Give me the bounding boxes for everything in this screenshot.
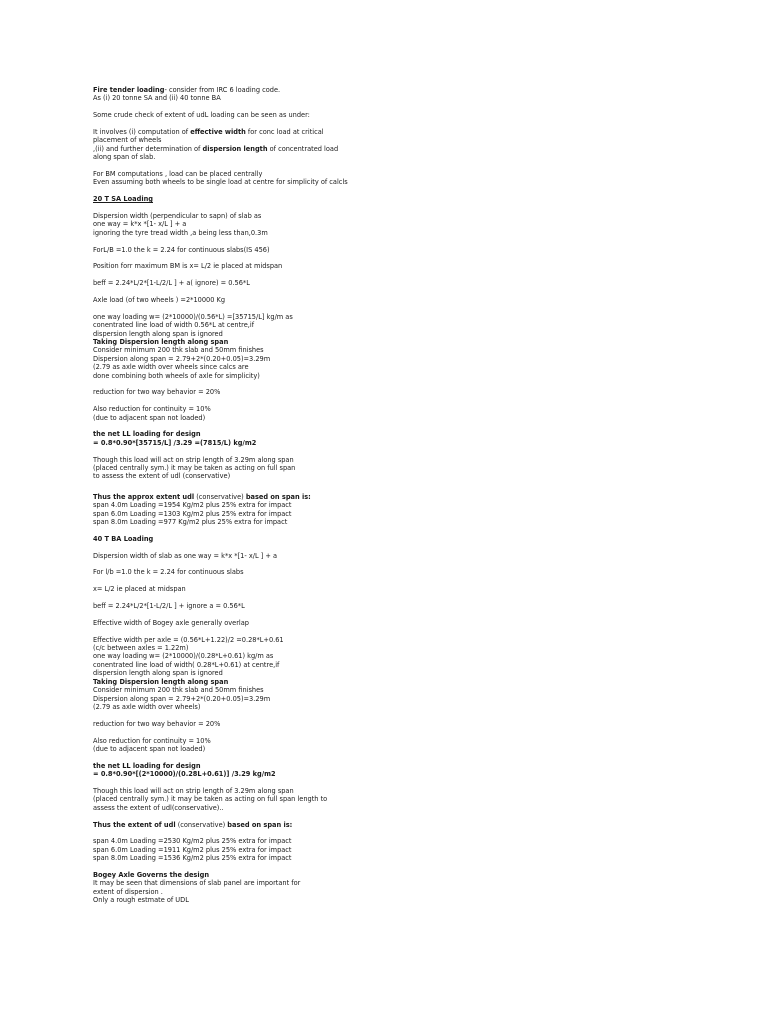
text-run: Only a rough estmate of UDL <box>93 896 189 905</box>
text-run: assess the extent of udl(conservative).. <box>93 803 224 812</box>
paragraph <box>93 737 453 754</box>
text-line <box>93 787 453 795</box>
paragraph <box>93 619 453 627</box>
text-line <box>93 321 453 329</box>
text-line <box>93 804 453 812</box>
text-line <box>93 686 453 694</box>
text-line <box>93 338 453 346</box>
paragraph <box>93 405 453 422</box>
text-line <box>93 518 453 526</box>
text-run: For l/b =1.0 the k = 2.24 for continuous slabs <box>93 568 244 577</box>
text-line <box>93 745 453 753</box>
text-line <box>93 388 453 396</box>
text-run: dispersion length along span is ignored <box>93 329 223 338</box>
bold-text: = 0.8*0.90*[35715/L] /3.29 =(7815/L) kg/m2 <box>93 438 257 447</box>
text-run: one way loading w= (2*10000)/(0.56*L) =[35715/L] kg/m as <box>93 312 293 321</box>
bold-text: the net LL loading for design <box>93 430 201 439</box>
text-line <box>93 896 453 904</box>
text-line <box>93 145 453 153</box>
paragraph <box>93 430 453 447</box>
text-line <box>93 737 453 745</box>
text-run: Dispersion width (perpendicular to sapn) of slab as <box>93 212 262 221</box>
text-line <box>93 178 453 186</box>
text-line <box>93 720 453 728</box>
bold-text: dispersion length <box>202 144 268 153</box>
bold-text: 20 T SA Loading <box>93 195 153 204</box>
text-run: beff = 2.24*L/2*[1-L/2/L ] + a( ignore) = 0.56*L <box>93 279 250 288</box>
text-line <box>93 501 453 509</box>
text-run: - consider from IRC 6 loading code. <box>164 86 281 94</box>
text-line <box>93 229 453 237</box>
text-run: of concentrated load <box>267 144 339 153</box>
paragraph <box>93 111 453 119</box>
text-run: reduction for two way behavior = 20% <box>93 719 221 728</box>
text-run: span 6.0m Loading =1303 Kg/m2 plus 25% extra for impact <box>93 509 292 518</box>
text-line <box>93 871 453 879</box>
text-line <box>93 493 453 501</box>
text-line <box>93 552 453 560</box>
text-run: Even assuming both wheels to be single load at centre for simplicity of calcls <box>93 178 348 187</box>
paragraph <box>93 837 453 862</box>
paragraph <box>93 246 453 254</box>
text-run: x= L/2 ie placed at midspan <box>93 585 186 594</box>
bold-text: Taking Dispersion length along span <box>93 338 229 347</box>
text-run: Dispersion width of slab as one way = k*x *[1- x/L ] + a <box>93 551 278 560</box>
text-line <box>93 363 453 371</box>
text-line <box>93 94 453 102</box>
text-run: span 6.0m Loading =1911 Kg/m2 plus 25% extra for impact <box>93 845 292 854</box>
text-line <box>93 636 453 644</box>
text-line <box>93 879 453 887</box>
paragraph <box>93 86 453 103</box>
text-line <box>93 195 453 203</box>
text-run: It may be seen that dimensions of slab panel are important for <box>93 879 301 888</box>
paragraph <box>93 170 453 187</box>
text-line <box>93 661 453 669</box>
text-run: (due to adjacent span not loaded) <box>93 413 206 422</box>
text-line <box>93 330 453 338</box>
text-line <box>93 510 453 518</box>
text-line <box>93 296 453 304</box>
text-line <box>93 279 453 287</box>
text-line <box>93 355 453 363</box>
text-run: (due to adjacent span not loaded) <box>93 744 206 753</box>
text-line <box>93 128 453 136</box>
text-run: done combining both wheels of axle for simplicity) <box>93 371 260 380</box>
bold-text: Thus the extent of udl <box>93 820 176 829</box>
paragraph <box>93 787 453 812</box>
text-line <box>93 111 453 119</box>
text-run: span 8.0m Loading =1536 Kg/m2 plus 25% extra for impact <box>93 854 292 863</box>
paragraph <box>93 313 453 380</box>
text-run: As (i) 20 tonne SA and (ii) 40 tonne BA <box>93 94 221 103</box>
text-run: one way loading w= (2*10000)/(0.28*L+0.61) kg/m as <box>93 652 274 661</box>
text-line <box>93 313 453 321</box>
text-line <box>93 246 453 254</box>
bold-text: based on span is: <box>227 820 293 829</box>
paragraph <box>93 552 453 560</box>
text-run: conentrated line load of width 0.56*L at centre,if <box>93 321 255 330</box>
text-line <box>93 170 453 178</box>
text-line <box>93 821 453 829</box>
text-run: Effective width of Bogey axle generally overlap <box>93 618 249 627</box>
paragraph <box>93 388 453 396</box>
text-line <box>93 703 453 711</box>
text-line <box>93 414 453 422</box>
text-run: ForL/B =1.0 the k = 2.24 for continuous slabs(IS 456) <box>93 245 270 254</box>
text-run: Also reduction for continuity = 10% <box>93 736 211 745</box>
text-line <box>93 669 453 677</box>
paragraph <box>93 636 453 712</box>
text-run: one way = k*x *[1- x/L ] + a <box>93 220 187 229</box>
text-run: for conc load at critical <box>245 128 324 136</box>
text-line <box>93 695 453 703</box>
text-line <box>93 464 453 472</box>
paragraph <box>93 568 453 576</box>
text-run: Also reduction for continuity = 10% <box>93 405 211 414</box>
paragraph <box>93 456 453 481</box>
text-run: Effective width per axle = (0.56*L+1.22)/2 =0.28*L+0.61 <box>93 635 284 644</box>
paragraph <box>93 821 453 829</box>
bold-text: = 0.8*0.90*[(2*10000)/(0.28L+0.61)] /3.29 kg/m2 <box>93 770 276 779</box>
bold-text: the net LL loading for design <box>93 761 201 770</box>
text-line <box>93 86 453 94</box>
text-line <box>93 854 453 862</box>
text-run: (2.79 as axle width over wheels) <box>93 702 201 711</box>
text-line <box>93 439 453 447</box>
text-line <box>93 652 453 660</box>
text-run: ignoring the tyre tread width ,a being less than,0.3m <box>93 228 268 237</box>
text-run: For BM computations , load can be placed centrally <box>93 170 263 179</box>
text-line <box>93 405 453 413</box>
text-run: along span of slab. <box>93 153 156 162</box>
text-run: beff = 2.24*L/2*[1-L/2/L ] + ignore a = 0.56*L <box>93 602 245 611</box>
text-line <box>93 472 453 480</box>
text-run: Though this load will act on strip length of 3.29m along span <box>93 786 294 795</box>
text-line <box>93 770 453 778</box>
bold-text: Fire tender loading <box>93 86 165 94</box>
text-line <box>93 535 453 543</box>
text-run: conentrated line load of width( 0.28*L+0.61) at centre,if <box>93 660 280 669</box>
text-run: (conservative) <box>194 492 246 501</box>
text-run: span 4.0m Loading =1954 Kg/m2 plus 25% extra for impact <box>93 501 292 510</box>
bold-text: Bogey Axle Governs the design <box>93 870 210 879</box>
text-line <box>93 430 453 438</box>
text-line <box>93 762 453 770</box>
text-run: (2.79 as axle width over wheels since calcs are <box>93 363 249 372</box>
paragraph <box>93 720 453 728</box>
text-run: placement of wheels <box>93 136 162 145</box>
text-run: to assess the extent of udl (conservative) <box>93 472 231 481</box>
text-run: Consider minimum 200 thk slab and 50mm finishes <box>93 346 264 355</box>
text-run: span 8.0m Loading =977 Kg/m2 plus 25% extra for impact <box>93 518 288 527</box>
paragraph <box>93 128 453 162</box>
paragraph <box>93 195 453 203</box>
text-run: Some crude check of extent of udL loading can be seen as under: <box>93 111 310 120</box>
text-line <box>93 619 453 627</box>
text-line <box>93 585 453 593</box>
paragraph <box>93 602 453 610</box>
text-run: Though this load will act on strip length of 3.29m along span <box>93 455 294 464</box>
paragraph <box>93 279 453 287</box>
paragraph <box>93 762 453 779</box>
text-run: Dispersion along span = 2.79+2*(0.20+0.05)=3.29m <box>93 694 271 703</box>
document-body <box>93 86 453 913</box>
paragraph <box>93 493 453 527</box>
text-line <box>93 346 453 354</box>
text-line <box>93 678 453 686</box>
text-line <box>93 837 453 845</box>
paragraph <box>93 262 453 270</box>
bold-text: based on span is: <box>245 492 311 501</box>
text-run: It involves (i) computation of <box>93 128 191 136</box>
paragraph <box>93 871 453 905</box>
bold-text: Taking Dispersion length along span <box>93 677 229 686</box>
text-run: reduction for two way behavior = 20% <box>93 388 221 397</box>
text-line <box>93 846 453 854</box>
text-line <box>93 136 453 144</box>
text-run: Consider minimum 200 thk slab and 50mm finishes <box>93 686 264 695</box>
text-line <box>93 262 453 270</box>
text-run: (placed centrally sym.) it may be taken as acting on full span length to <box>93 795 328 804</box>
text-run: (placed centrally sym.) it may be taken as acting on full span <box>93 464 296 473</box>
text-run: Position forr maximum BM is x= L/2 ie placed at midspan <box>93 262 283 271</box>
text-line <box>93 644 453 652</box>
text-run: (conservative) <box>175 820 228 829</box>
text-line <box>93 372 453 380</box>
text-run: extent of dispersion . <box>93 887 163 896</box>
text-run: span 4.0m Loading =2530 Kg/m2 plus 25% extra for impact <box>93 837 292 846</box>
text-run: (c/c between axles = 1.22m) <box>93 644 189 653</box>
text-line <box>93 456 453 464</box>
paragraph <box>93 585 453 593</box>
text-run: dispersion length along span is ignored <box>93 669 223 678</box>
text-line <box>93 220 453 228</box>
bold-text: Thus the approx extent udl <box>93 492 195 501</box>
bold-text: 40 T BA Loading <box>93 534 154 543</box>
text-line <box>93 888 453 896</box>
text-run: ,(ii) and further determination of <box>93 144 203 153</box>
bold-text: effective width <box>190 128 246 136</box>
paragraph <box>93 212 453 237</box>
paragraph <box>93 296 453 304</box>
text-run: Axle load (of two wheels ) =2*10000 Kg <box>93 296 226 305</box>
text-line <box>93 568 453 576</box>
text-line <box>93 153 453 161</box>
text-run: Dispersion along span = 2.79+2*(0.20+0.05)=3.29m <box>93 354 271 363</box>
text-line <box>93 795 453 803</box>
text-line <box>93 602 453 610</box>
paragraph <box>93 535 453 543</box>
text-line <box>93 212 453 220</box>
